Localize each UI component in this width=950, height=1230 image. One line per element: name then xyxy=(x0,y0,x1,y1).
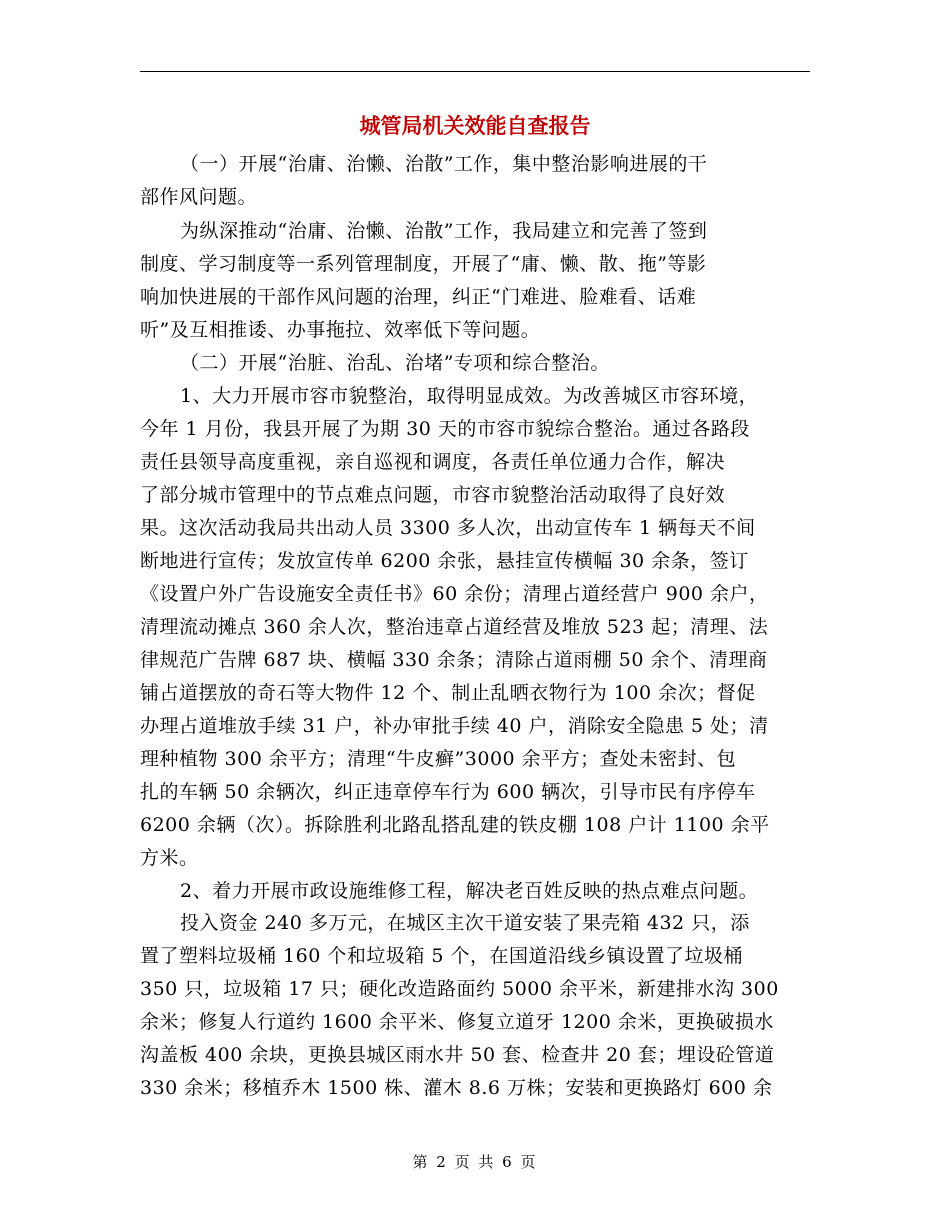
text-line: 了部分城市管理中的节点难点问题，市容市貌整治活动取得了良好效 xyxy=(140,484,726,506)
page-number: 第 2 页 共 6 页 xyxy=(412,1153,538,1171)
text-line: 6200 余辆（次）。拆除胜利北路乱搭乱建的铁皮棚 108 户计 1100 余平 xyxy=(140,814,770,836)
text-line: 铺占道摆放的奇石等大物件 12 个、制止乱晒衣物行为 100 余次；督促 xyxy=(140,682,756,704)
text-line: 为纵深推动“治庸、治懒、治散”工作，我局建立和完善了签到 xyxy=(180,220,708,242)
text-line: 沟盖板 400 余块，更换县城区雨水井 50 套、检查井 20 套；埋设砼管道 xyxy=(140,1044,775,1066)
text-line: 《设置户外广告设施安全责任书》60 余份；清理占道经营户 900 余户， xyxy=(140,583,769,605)
text-line: （二）开展“治脏、治乱、治堵”专项和综合整治。 xyxy=(180,352,610,374)
text-line: 办理占道堆放手续 31 户，补办审批手续 40 户，消除安全隐患 5 处；清 xyxy=(140,715,769,737)
text-line: 330 余米；移植乔木 1500 株、灌木 8.6 万株；安装和更换路灯 600 余 xyxy=(140,1077,773,1099)
text-line: 制度、学习制度等一系列管理制度，开展了“庸、懒、散、拖”等影 xyxy=(140,253,707,275)
text-line: 清理流动摊点 360 余人次，整治违章占道经营及堆放 523 起；清理、法 xyxy=(140,616,769,638)
header-rule xyxy=(140,71,810,72)
text-line: 响加快进展的干部作风问题的治理，纠正“门难进、脸难看、话难 xyxy=(140,286,697,308)
text-line: 置了塑料垃圾桶 160 个和垃圾箱 5 个，在国道沿线乡镇设置了垃圾桶 xyxy=(140,945,744,967)
text-line: 听”及互相推诿、办事拖拉、效率低下等问题。 xyxy=(140,319,541,341)
text-line: 责任县领导高度重视，亲自巡视和调度，各责任单位通力合作，解决 xyxy=(140,451,726,473)
text-line: 果。这次活动我局共出动人员 3300 多人次，出动宣传车 1 辆每天不间 xyxy=(140,517,756,539)
text-line: 今年 1 月份，我县开展了为期 30 天的市容市貌综合整治。通过各路段 xyxy=(140,418,750,440)
text-line: 断地进行宣传；发放宣传单 6200 余张，悬挂宣传横幅 30 余条，签订 xyxy=(140,550,749,572)
text-line: 扎的车辆 50 余辆次，纠正违章停车行为 600 辆次，引导市民有序停车 xyxy=(140,781,756,803)
text-line: 部作风问题。 xyxy=(140,186,258,208)
text-line: 1、大力开展市容市貌整治，取得明显成效。为改善城区市容环境， xyxy=(180,385,759,407)
text-line: 350 只，垃圾箱 17 只；硬化改造路面约 5000 余平米，新建排水沟 300 xyxy=(140,978,779,1000)
text-line: 2、着力开展市政设施维修工程，解决老百姓反映的热点难点问题。 xyxy=(180,880,759,902)
document-title: 城管局机关效能自查报告 xyxy=(359,113,591,138)
text-line: 律规范广告牌 687 块、横幅 330 余条；清除占道雨棚 50 余个、清理商 xyxy=(140,649,768,671)
text-line: （一）开展“治庸、治懒、治散”工作，集中整治影响进展的干 xyxy=(180,153,708,175)
text-line: 方米。 xyxy=(140,847,199,869)
text-line: 理种植物 300 余平方；清理“牛皮癣”3000 余平方；查处未密封、包 xyxy=(140,748,737,770)
text-line: 投入资金 240 多万元，在城区主次干道安装了果壳箱 432 只，添 xyxy=(180,912,750,934)
text-line: 余米；修复人行道约 1600 余平米、修复立道牙 1200 余米，更换破损水 xyxy=(140,1011,774,1033)
